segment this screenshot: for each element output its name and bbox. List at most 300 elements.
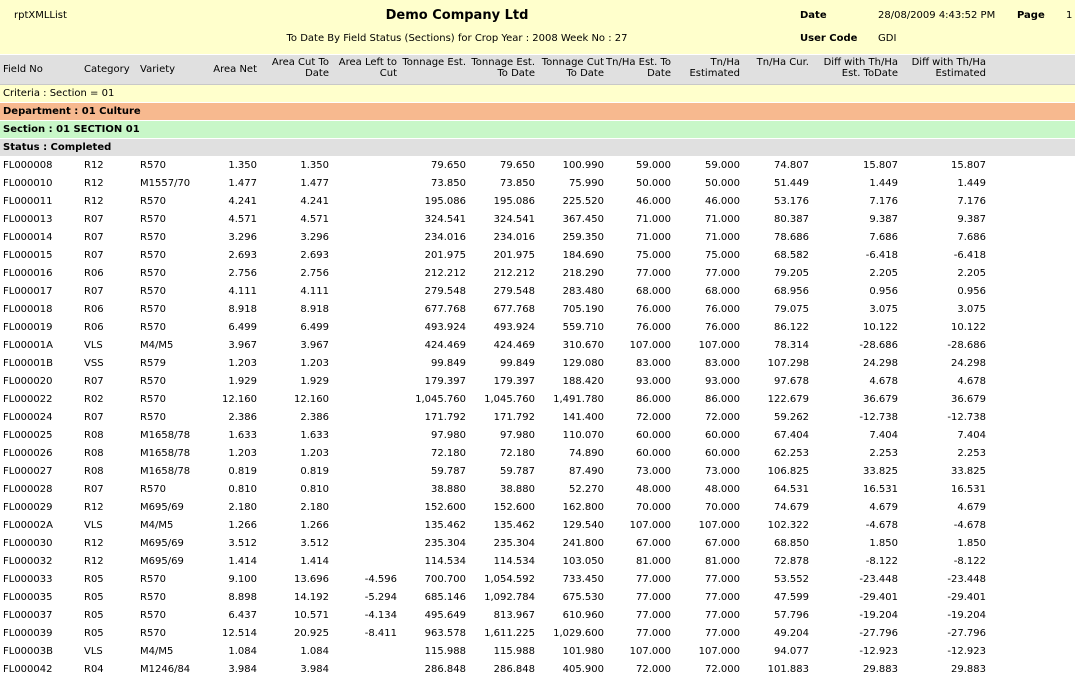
cell-tonnage-cut-to-date: 188.420: [562, 376, 604, 387]
cell-diff-estimated: 16.531: [951, 484, 986, 495]
table-row: [0, 318, 1075, 336]
cell-area-net: 8.898: [228, 592, 257, 603]
column-header-diff-estimated: Diff with Th/Ha Estimated: [911, 57, 986, 79]
cell-area-cut-to-date: 3.984: [300, 664, 329, 675]
cell-area-cut-to-date: 1.350: [300, 160, 329, 171]
cell-area-cut-to-date: 1.084: [300, 646, 329, 657]
cell-variety: R570: [140, 268, 167, 279]
column-header-tnha-estimated: Tn/Ha Estimated: [689, 57, 740, 79]
cell-diff-estimated: 0.956: [957, 286, 986, 297]
cell-area-net: 1.203: [228, 358, 257, 369]
cell-diff-estimated: -23.448: [947, 574, 986, 585]
cell-area-net: 1.203: [228, 448, 257, 459]
cell-field-no: FL000029: [3, 502, 53, 513]
cell-field-no: FL000019: [3, 322, 53, 333]
cell-area-cut-to-date: 4.571: [300, 214, 329, 225]
cell-tnha-est-to-date: 107.000: [629, 520, 671, 531]
cell-tnha-est-to-date: 77.000: [636, 628, 671, 639]
cell-tnha-est-to-date: 81.000: [636, 556, 671, 567]
table-row: [0, 156, 1075, 174]
cell-category: R07: [84, 232, 104, 243]
cell-diff-estimated: 2.253: [957, 448, 986, 459]
cell-tnha-cur: 49.204: [774, 628, 809, 639]
cell-category: R12: [84, 196, 104, 207]
column-header-tnha-est-to-date: Tn/Ha Est. To Date: [606, 57, 671, 79]
cell-tnha-estimated: 67.000: [705, 538, 740, 549]
cell-tonnage-cut-to-date: 367.450: [562, 214, 604, 225]
cell-category: R07: [84, 286, 104, 297]
cell-diff-estimated: 33.825: [951, 466, 986, 477]
cell-tonnage-est-to-date: 114.534: [493, 556, 535, 567]
cell-diff-est-to-date: -4.678: [865, 520, 898, 531]
cell-area-net: 6.499: [228, 322, 257, 333]
cell-tnha-est-to-date: 86.000: [636, 394, 671, 405]
cell-tnha-est-to-date: 77.000: [636, 592, 671, 603]
cell-diff-estimated: -12.923: [947, 646, 986, 657]
cell-field-no: FL000035: [3, 592, 53, 603]
cell-tnha-cur: 68.850: [774, 538, 809, 549]
cell-tonnage-est-to-date: 97.980: [500, 430, 535, 441]
cell-variety: R570: [140, 484, 167, 495]
table-row: [0, 210, 1075, 228]
cell-tnha-est-to-date: 93.000: [636, 376, 671, 387]
cell-diff-estimated: -28.686: [947, 340, 986, 351]
cell-tnha-estimated: 76.000: [705, 304, 740, 315]
cell-tonnage-est-to-date: 1,054.592: [484, 574, 535, 585]
cell-tnha-est-to-date: 59.000: [636, 160, 671, 171]
cell-tnha-estimated: 71.000: [705, 232, 740, 243]
cell-field-no: FL000008: [3, 160, 53, 171]
cell-tonnage-est-to-date: 279.548: [493, 286, 535, 297]
cell-diff-est-to-date: 33.825: [863, 466, 898, 477]
cell-field-no: FL00001A: [3, 340, 53, 351]
cell-diff-estimated: 7.176: [957, 196, 986, 207]
cell-area-net: 9.100: [228, 574, 257, 585]
column-header-tonnage-est: Tonnage Est.: [402, 57, 466, 68]
cell-tnha-est-to-date: 107.000: [629, 340, 671, 351]
cell-tnha-cur: 78.686: [774, 232, 809, 243]
cell-field-no: FL000039: [3, 628, 53, 639]
cell-tonnage-est-to-date: 38.880: [500, 484, 535, 495]
cell-area-net: 4.111: [228, 286, 257, 297]
cell-field-no: FL00002A: [3, 520, 53, 531]
cell-tnha-cur: 80.387: [774, 214, 809, 225]
table-row: [0, 282, 1075, 300]
cell-category: R06: [84, 322, 104, 333]
cell-tnha-est-to-date: 67.000: [636, 538, 671, 549]
cell-category: R08: [84, 430, 104, 441]
report-table-body: [0, 156, 1075, 678]
cell-tnha-estimated: 81.000: [705, 556, 740, 567]
cell-category: VLS: [84, 646, 103, 657]
column-header-field-no: Field No: [3, 64, 43, 75]
column-header-tonnage-cut-to-date: Tonnage Cut To Date: [541, 57, 604, 79]
cell-tnha-estimated: 60.000: [705, 448, 740, 459]
page-label: Page: [1017, 10, 1045, 21]
cell-field-no: FL000042: [3, 664, 53, 675]
cell-diff-est-to-date: -6.418: [865, 250, 898, 261]
cell-tonnage-cut-to-date: 283.480: [562, 286, 604, 297]
cell-tonnage-est: 424.469: [424, 340, 466, 351]
cell-field-no: FL000030: [3, 538, 53, 549]
cell-diff-estimated: 3.075: [957, 304, 986, 315]
column-header-area-cut-to-date: Area Cut To Date: [271, 57, 329, 79]
cell-tonnage-cut-to-date: 74.890: [569, 448, 604, 459]
cell-category: R06: [84, 304, 104, 315]
cell-diff-estimated: -8.122: [953, 556, 986, 567]
cell-category: R05: [84, 592, 104, 603]
cell-area-cut-to-date: 1.203: [300, 358, 329, 369]
cell-area-net: 4.571: [228, 214, 257, 225]
cell-tnha-est-to-date: 46.000: [636, 196, 671, 207]
cell-area-net: 0.819: [228, 466, 257, 477]
cell-diff-est-to-date: 4.678: [869, 376, 898, 387]
cell-tonnage-cut-to-date: 241.800: [562, 538, 604, 549]
cell-area-net: 2.756: [228, 268, 257, 279]
cell-tonnage-cut-to-date: 559.710: [562, 322, 604, 333]
cell-tonnage-est-to-date: 677.768: [493, 304, 535, 315]
cell-area-cut-to-date: 13.696: [294, 574, 329, 585]
cell-area-net: 8.918: [228, 304, 257, 315]
cell-tnha-cur: 59.262: [774, 412, 809, 423]
cell-area-cut-to-date: 2.756: [300, 268, 329, 279]
cell-diff-est-to-date: 15.807: [863, 160, 898, 171]
cell-area-cut-to-date: 6.499: [300, 322, 329, 333]
cell-diff-est-to-date: 0.956: [869, 286, 898, 297]
cell-variety: R570: [140, 196, 167, 207]
table-row: [0, 354, 1075, 372]
cell-tnha-estimated: 77.000: [705, 592, 740, 603]
cell-field-no: FL000014: [3, 232, 53, 243]
cell-tnha-cur: 74.807: [774, 160, 809, 171]
cell-tonnage-est: 234.016: [424, 232, 466, 243]
cell-tonnage-cut-to-date: 1,491.780: [553, 394, 604, 405]
table-row: [0, 390, 1075, 408]
cell-tnha-cur: 74.679: [774, 502, 809, 513]
cell-tnha-estimated: 107.000: [698, 340, 740, 351]
cell-tnha-cur: 79.075: [774, 304, 809, 315]
cell-tnha-est-to-date: 76.000: [636, 304, 671, 315]
cell-tnha-cur: 67.404: [774, 430, 809, 441]
cell-area-net: 3.296: [228, 232, 257, 243]
cell-category: VLS: [84, 520, 103, 531]
cell-category: R07: [84, 412, 104, 423]
cell-tonnage-cut-to-date: 129.540: [562, 520, 604, 531]
cell-tonnage-est-to-date: 286.848: [493, 664, 535, 675]
date-label: Date: [800, 10, 827, 21]
cell-tnha-est-to-date: 77.000: [636, 610, 671, 621]
cell-tonnage-est-to-date: 195.086: [493, 196, 535, 207]
cell-tonnage-est-to-date: 99.849: [500, 358, 535, 369]
cell-variety: M4/M5: [140, 340, 174, 351]
cell-diff-est-to-date: -27.796: [859, 628, 898, 639]
cell-tonnage-cut-to-date: 162.800: [562, 502, 604, 513]
cell-tnha-cur: 101.883: [767, 664, 809, 675]
column-header-area-left-to-cut: Area Left to Cut: [338, 57, 397, 79]
cell-tonnage-cut-to-date: 705.190: [562, 304, 604, 315]
cell-diff-est-to-date: 16.531: [863, 484, 898, 495]
cell-variety: R570: [140, 412, 167, 423]
table-row: [0, 552, 1075, 570]
cell-category: R12: [84, 538, 104, 549]
cell-tnha-est-to-date: 72.000: [636, 412, 671, 423]
cell-tonnage-cut-to-date: 75.990: [569, 178, 604, 189]
cell-tnha-cur: 106.825: [767, 466, 809, 477]
cell-tonnage-est-to-date: 201.975: [493, 250, 535, 261]
cell-area-left-to-cut: -4.134: [364, 610, 397, 621]
cell-variety: M1557/70: [140, 178, 191, 189]
cell-diff-estimated: 1.850: [957, 538, 986, 549]
cell-field-no: FL000022: [3, 394, 53, 405]
cell-tonnage-est: 152.600: [424, 502, 466, 513]
cell-diff-estimated: 4.679: [957, 502, 986, 513]
cell-tonnage-est-to-date: 1,045.760: [484, 394, 535, 405]
cell-diff-estimated: 10.122: [951, 322, 986, 333]
column-header-tonnage-est-to-date: Tonnage Est. To Date: [471, 57, 535, 79]
cell-tonnage-est: 73.850: [431, 178, 466, 189]
column-header-diff-est-to-date: Diff with Th/Ha Est. ToDate: [823, 57, 898, 79]
cell-variety: M1246/84: [140, 664, 191, 675]
table-row: [0, 462, 1075, 480]
cell-area-net: 1.633: [228, 430, 257, 441]
company-title: Demo Company Ltd: [385, 8, 529, 23]
cell-field-no: FL000010: [3, 178, 53, 189]
cell-variety: R570: [140, 376, 167, 387]
cell-area-cut-to-date: 2.386: [300, 412, 329, 423]
cell-area-cut-to-date: 8.918: [300, 304, 329, 315]
cell-diff-est-to-date: 10.122: [863, 322, 898, 333]
cell-tonnage-est: 201.975: [424, 250, 466, 261]
cell-tnha-estimated: 59.000: [705, 160, 740, 171]
cell-field-no: FL000032: [3, 556, 53, 567]
cell-area-net: 1.414: [228, 556, 257, 567]
cell-area-net: 12.514: [222, 628, 257, 639]
cell-variety: M695/69: [140, 502, 184, 513]
table-row: [0, 534, 1075, 552]
cell-tnha-estimated: 77.000: [705, 268, 740, 279]
cell-area-net: 2.386: [228, 412, 257, 423]
table-row: [0, 480, 1075, 498]
cell-diff-estimated: 9.387: [957, 214, 986, 225]
table-row: [0, 336, 1075, 354]
cell-area-net: 0.810: [228, 484, 257, 495]
cell-tnha-estimated: 72.000: [705, 412, 740, 423]
cell-tnha-estimated: 76.000: [705, 322, 740, 333]
cell-area-cut-to-date: 12.160: [294, 394, 329, 405]
cell-diff-est-to-date: 36.679: [863, 394, 898, 405]
cell-tnha-cur: 102.322: [767, 520, 809, 531]
cell-field-no: FL000020: [3, 376, 53, 387]
cell-diff-est-to-date: 7.686: [869, 232, 898, 243]
cell-category: R12: [84, 556, 104, 567]
cell-tnha-estimated: 107.000: [698, 646, 740, 657]
cell-area-net: 2.180: [228, 502, 257, 513]
cell-tonnage-est-to-date: 1,092.784: [484, 592, 535, 603]
cell-tonnage-est: 685.146: [424, 592, 466, 603]
cell-tnha-cur: 72.878: [774, 556, 809, 567]
table-row: [0, 570, 1075, 588]
cell-tonnage-est-to-date: 813.967: [493, 610, 535, 621]
table-row: [0, 408, 1075, 426]
cell-area-cut-to-date: 1.929: [300, 376, 329, 387]
cell-tnha-cur: 47.599: [774, 592, 809, 603]
cell-diff-est-to-date: 4.679: [869, 502, 898, 513]
cell-tnha-estimated: 93.000: [705, 376, 740, 387]
cell-diff-estimated: -29.401: [947, 592, 986, 603]
cell-tonnage-cut-to-date: 184.690: [562, 250, 604, 261]
cell-tnha-estimated: 73.000: [705, 466, 740, 477]
cell-tnha-estimated: 70.000: [705, 502, 740, 513]
cell-field-no: FL000037: [3, 610, 53, 621]
cell-tonnage-est-to-date: 1,611.225: [484, 628, 535, 639]
cell-diff-est-to-date: 9.387: [869, 214, 898, 225]
cell-area-cut-to-date: 3.296: [300, 232, 329, 243]
cell-variety: R570: [140, 394, 167, 405]
table-row: [0, 300, 1075, 318]
cell-category: VSS: [84, 358, 104, 369]
cell-diff-est-to-date: 1.449: [869, 178, 898, 189]
cell-diff-est-to-date: 24.298: [863, 358, 898, 369]
cell-tonnage-est: 171.792: [424, 412, 466, 423]
cell-diff-estimated: 7.686: [957, 232, 986, 243]
cell-tnha-estimated: 77.000: [705, 574, 740, 585]
cell-tnha-est-to-date: 73.000: [636, 466, 671, 477]
cell-tnha-cur: 51.449: [774, 178, 809, 189]
cell-diff-estimated: 7.404: [957, 430, 986, 441]
cell-area-net: 1.084: [228, 646, 257, 657]
cell-tnha-cur: 62.253: [774, 448, 809, 459]
cell-variety: R579: [140, 358, 167, 369]
cell-area-cut-to-date: 4.111: [300, 286, 329, 297]
cell-area-net: 3.512: [228, 538, 257, 549]
cell-area-cut-to-date: 1.633: [300, 430, 329, 441]
cell-field-no: FL000033: [3, 574, 53, 585]
table-row: [0, 228, 1075, 246]
cell-tnha-cur: 53.552: [774, 574, 809, 585]
cell-diff-est-to-date: -23.448: [859, 574, 898, 585]
table-row: [0, 624, 1075, 642]
cell-field-no: FL000016: [3, 268, 53, 279]
cell-tonnage-cut-to-date: 87.490: [569, 466, 604, 477]
cell-tnha-estimated: 77.000: [705, 610, 740, 621]
cell-variety: M1658/78: [140, 466, 191, 477]
section-band: Section : 01 SECTION 01: [0, 121, 1075, 138]
cell-category: R04: [84, 664, 104, 675]
cell-tonnage-cut-to-date: 110.070: [562, 430, 604, 441]
cell-diff-est-to-date: 2.205: [869, 268, 898, 279]
table-row: [0, 642, 1075, 660]
cell-variety: R570: [140, 574, 167, 585]
cell-diff-estimated: 1.449: [957, 178, 986, 189]
cell-area-net: 1.350: [228, 160, 257, 171]
cell-area-left-to-cut: -4.596: [364, 574, 397, 585]
cell-area-cut-to-date: 10.571: [294, 610, 329, 621]
cell-tnha-cur: 122.679: [767, 394, 809, 405]
cell-tnha-estimated: 77.000: [705, 628, 740, 639]
cell-field-no: FL00001B: [3, 358, 53, 369]
cell-tonnage-est: 212.212: [424, 268, 466, 279]
cell-variety: M4/M5: [140, 520, 174, 531]
cell-diff-estimated: 2.205: [957, 268, 986, 279]
cell-area-cut-to-date: 1.477: [300, 178, 329, 189]
cell-diff-estimated: 15.807: [951, 160, 986, 171]
cell-diff-est-to-date: 1.850: [869, 538, 898, 549]
cell-area-cut-to-date: 2.180: [300, 502, 329, 513]
cell-tonnage-cut-to-date: 100.990: [562, 160, 604, 171]
cell-diff-estimated: 24.298: [951, 358, 986, 369]
cell-tnha-est-to-date: 60.000: [636, 430, 671, 441]
cell-tonnage-est-to-date: 72.180: [500, 448, 535, 459]
cell-tonnage-est-to-date: 152.600: [493, 502, 535, 513]
cell-tonnage-est-to-date: 424.469: [493, 340, 535, 351]
cell-diff-estimated: -4.678: [953, 520, 986, 531]
cell-tonnage-cut-to-date: 310.670: [562, 340, 604, 351]
table-row: [0, 174, 1075, 192]
report-header: [0, 0, 1075, 54]
cell-tonnage-est: 495.649: [424, 610, 466, 621]
table-row: [0, 444, 1075, 462]
cell-diff-est-to-date: 3.075: [869, 304, 898, 315]
cell-tonnage-cut-to-date: 225.520: [562, 196, 604, 207]
cell-field-no: FL000018: [3, 304, 53, 315]
column-header-row: [0, 55, 1075, 85]
cell-tonnage-cut-to-date: 1,029.600: [553, 628, 604, 639]
cell-category: VLS: [84, 340, 103, 351]
cell-tonnage-est: 963.578: [424, 628, 466, 639]
cell-tnha-cur: 79.205: [774, 268, 809, 279]
cell-variety: M695/69: [140, 538, 184, 549]
cell-tonnage-est-to-date: 234.016: [493, 232, 535, 243]
cell-tnha-cur: 53.176: [774, 196, 809, 207]
cell-tonnage-est-to-date: 324.541: [493, 214, 535, 225]
cell-area-net: 1.266: [228, 520, 257, 531]
cell-tonnage-est: 59.787: [431, 466, 466, 477]
table-row: [0, 264, 1075, 282]
cell-tonnage-est-to-date: 212.212: [493, 268, 535, 279]
cell-variety: M695/69: [140, 556, 184, 567]
cell-tnha-cur: 78.314: [774, 340, 809, 351]
table-row: [0, 516, 1075, 534]
cell-tonnage-est-to-date: 59.787: [500, 466, 535, 477]
cell-variety: R570: [140, 628, 167, 639]
cell-area-net: 1.477: [228, 178, 257, 189]
cell-tnha-cur: 107.298: [767, 358, 809, 369]
cell-area-cut-to-date: 3.512: [300, 538, 329, 549]
cell-area-left-to-cut: -8.411: [364, 628, 397, 639]
cell-tonnage-est-to-date: 493.924: [493, 322, 535, 333]
cell-area-cut-to-date: 4.241: [300, 196, 329, 207]
column-header-area-net: Area Net: [213, 64, 257, 75]
cell-category: R12: [84, 178, 104, 189]
cell-tnha-est-to-date: 107.000: [629, 646, 671, 657]
cell-tonnage-est-to-date: 73.850: [500, 178, 535, 189]
cell-tnha-estimated: 83.000: [705, 358, 740, 369]
cell-tnha-est-to-date: 76.000: [636, 322, 671, 333]
cell-variety: R570: [140, 592, 167, 603]
cell-diff-estimated: -27.796: [947, 628, 986, 639]
cell-field-no: FL000015: [3, 250, 53, 261]
cell-diff-estimated: 29.883: [951, 664, 986, 675]
cell-tonnage-est: 99.849: [431, 358, 466, 369]
column-header-tnha-cur: Tn/Ha Cur.: [756, 57, 809, 68]
status-band: Status : Completed: [0, 139, 1075, 156]
cell-area-net: 12.160: [222, 394, 257, 405]
column-header-category: Category: [84, 64, 130, 75]
cell-area-cut-to-date: 3.967: [300, 340, 329, 351]
table-row: [0, 588, 1075, 606]
cell-tnha-cur: 57.796: [774, 610, 809, 621]
cell-category: R08: [84, 448, 104, 459]
